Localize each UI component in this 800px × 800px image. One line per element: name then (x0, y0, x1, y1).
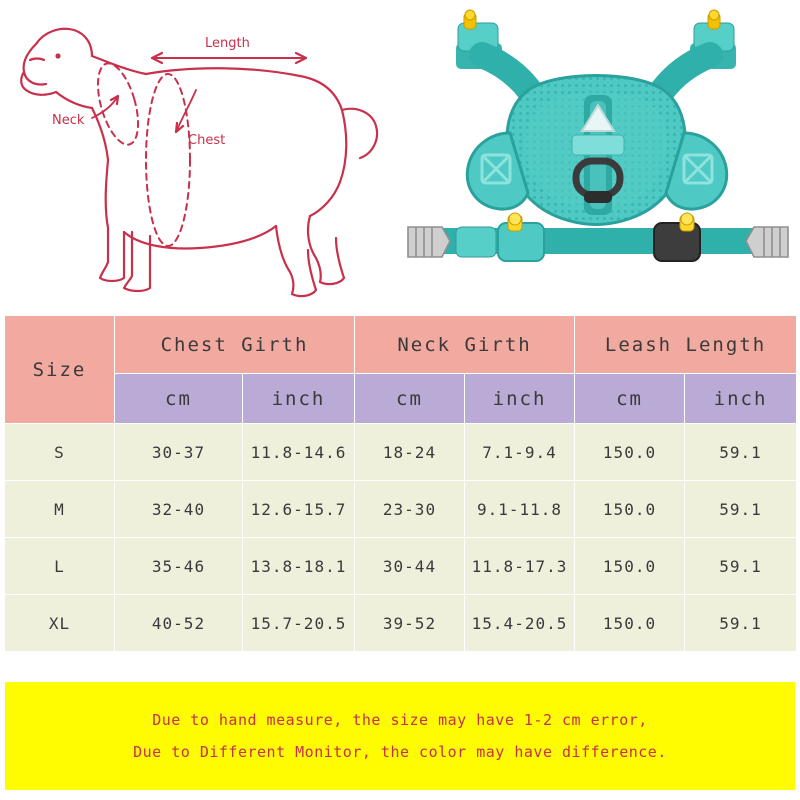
header-chest-girth: Chest Girth (115, 316, 355, 374)
buckle-right (654, 213, 700, 261)
label-length: Length (205, 36, 250, 51)
cell-chest-inch: 15.7-20.5 (243, 595, 355, 652)
cell-chest-cm: 30-37 (115, 424, 243, 481)
cell-leash-inch: 59.1 (685, 595, 797, 652)
cell-neck-cm: 23-30 (355, 481, 465, 538)
harness-product-image (398, 5, 798, 310)
header-neck-inch: inch (465, 374, 575, 424)
cell-chest-cm: 32-40 (115, 481, 243, 538)
cell-leash-inch: 59.1 (685, 538, 797, 595)
cell-neck-cm: 39-52 (355, 595, 465, 652)
cell-size: L (5, 538, 115, 595)
buckle-left (498, 213, 544, 261)
header-neck-girth: Neck Girth (355, 316, 575, 374)
table-header-main (5, 316, 797, 374)
table-row (5, 481, 797, 538)
disclaimer-note (4, 681, 796, 791)
cell-neck-inch: 7.1-9.4 (465, 424, 575, 481)
cell-chest-inch: 13.8-18.1 (243, 538, 355, 595)
header-leash-inch: inch (685, 374, 797, 424)
cell-leash-cm: 150.0 (575, 595, 685, 652)
table-row (5, 424, 797, 481)
cell-chest-cm: 35-46 (115, 538, 243, 595)
cell-size: M (5, 481, 115, 538)
header-chest-cm: cm (115, 374, 243, 424)
label-chest: Chest (188, 133, 226, 148)
header-chest-inch: inch (243, 374, 355, 424)
cell-size: S (5, 424, 115, 481)
cell-neck-inch: 11.8-17.3 (465, 538, 575, 595)
dog-measure-diagram (0, 0, 400, 315)
cell-size: XL (5, 595, 115, 652)
cell-chest-cm: 40-52 (115, 595, 243, 652)
cell-leash-cm: 150.0 (575, 538, 685, 595)
cell-leash-cm: 150.0 (575, 481, 685, 538)
cell-leash-inch: 59.1 (685, 481, 797, 538)
label-neck: Neck (52, 113, 85, 128)
cell-chest-inch: 11.8-14.6 (243, 424, 355, 481)
cell-neck-cm: 30-44 (355, 538, 465, 595)
cell-neck-cm: 18-24 (355, 424, 465, 481)
cell-chest-inch: 12.6-15.7 (243, 481, 355, 538)
table-row (5, 595, 797, 652)
cell-neck-inch: 15.4-20.5 (465, 595, 575, 652)
table-row (5, 538, 797, 595)
size-table-wrapper (4, 315, 796, 652)
illustration-area (0, 0, 800, 315)
table-header-units (5, 374, 797, 424)
note-line-2: Due to Different Monitor, the color may have difference. (133, 743, 667, 761)
header-leash-length: Leash Length (575, 316, 797, 374)
cell-leash-cm: 150.0 (575, 424, 685, 481)
cell-leash-inch: 59.1 (685, 424, 797, 481)
note-line-1: Due to hand measure, the size may have 1-2 cm error, (152, 711, 648, 729)
header-leash-cm: cm (575, 374, 685, 424)
header-neck-cm: cm (355, 374, 465, 424)
cell-neck-inch: 9.1-11.8 (465, 481, 575, 538)
header-size: Size (5, 316, 115, 424)
size-table (4, 315, 797, 652)
